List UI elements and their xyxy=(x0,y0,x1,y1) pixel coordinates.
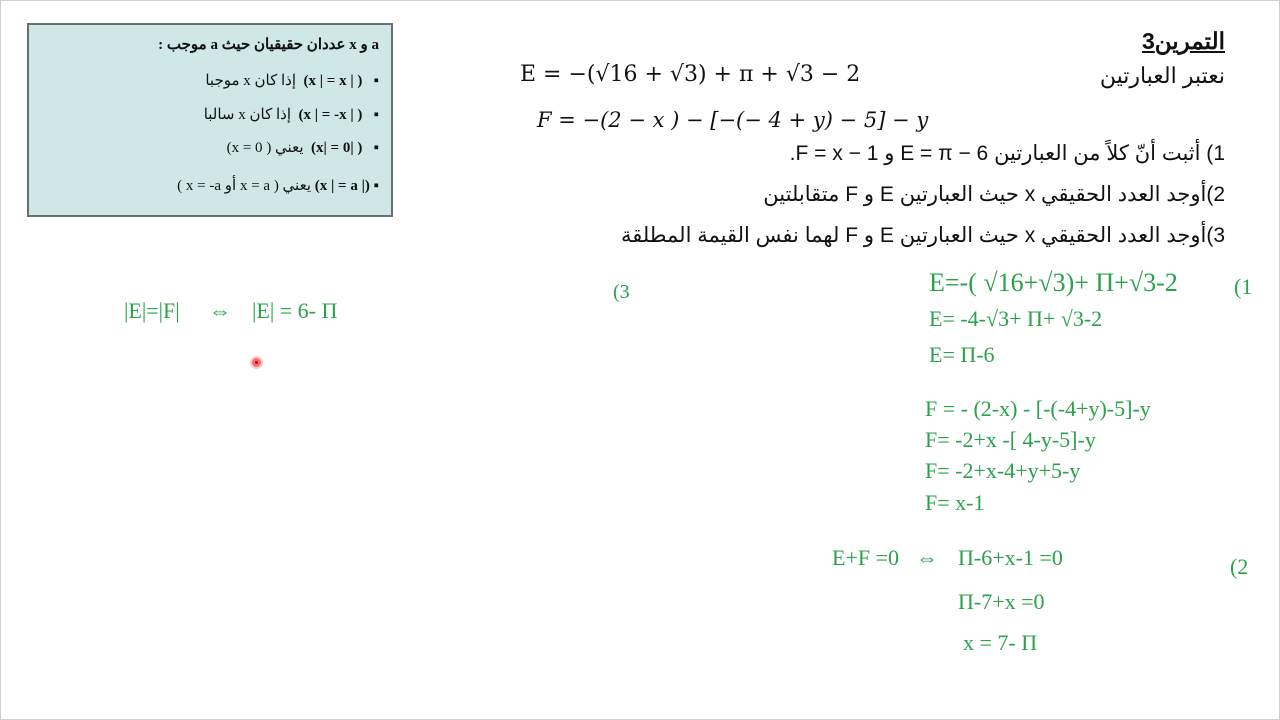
solution-1-line-4: F = - (2-x) - [-(-4+y)-5]-y xyxy=(925,396,1151,421)
question-1: 1) أثبت أنّ كلاً من العبارتين E = π − 6 و F = x − 1. xyxy=(789,142,1225,165)
question-3: 3)أوجد العدد الحقيقي x حيث العبارتين E و F لهما نفس القيمة المطلقة xyxy=(620,224,1225,247)
reminder-line-1: a و x عددان حقيقيان حيث a موجب : xyxy=(158,37,379,53)
solution-1-line-6: F= -2+x-4+y+5-y xyxy=(925,458,1081,483)
reminder-line-4: ▪ ( |x| = 0) يعني ( x = 0) xyxy=(226,140,379,156)
solution-3-line-1: |E| = 6- Π xyxy=(252,298,338,323)
reminder-line-5: ▪ (| x | = a) يعني ( x = a أو x = -a ) xyxy=(177,178,379,194)
reminder-line-3: ▪ ( | x | = -x) إذا كان x سالبا xyxy=(203,107,379,123)
solution-2-line-1: Π-6+x-1 =0 xyxy=(958,545,1063,570)
solution-label-1: (1 xyxy=(1234,274,1253,299)
expression-E: E = −(√16 + √3) + π + √3 − 2 xyxy=(520,62,861,87)
reminder-box xyxy=(27,23,393,217)
laser-pointer-icon xyxy=(252,358,261,367)
expression-F: F = −(2 − x ) − [−(− 4 + y) − 5] − y xyxy=(537,108,929,132)
solution-1-line-3: E= Π-6 xyxy=(929,342,995,367)
equivalence-arrow-icon: ⇔ xyxy=(209,298,231,323)
solution-1-line-1: E=-( √16+√3)+ Π+√3-2 xyxy=(929,268,1178,297)
exercise-title: التمرين3 xyxy=(1141,28,1225,54)
solution-2-line-3: x = 7- Π xyxy=(963,630,1038,655)
equivalence-arrow-icon: ⇔ xyxy=(916,545,938,570)
solution-1-line-5: F= -2+x -[ 4-y-5]-y xyxy=(925,427,1096,452)
exercise-intro: نعتبر العبارتين xyxy=(1099,63,1225,88)
solution-label-2: (2 xyxy=(1230,554,1249,579)
solution-2-line-2: Π-7+x =0 xyxy=(958,589,1045,614)
question-2: 2)أوجد العدد الحقيقي x حيث العبارتين E و F متقابلتين xyxy=(763,183,1225,206)
solution-2-eq: E+F =0 xyxy=(832,545,899,570)
solution-label-3: (3 xyxy=(613,281,630,303)
solution-1-line-2: E= -4-√3+ Π+ √3-2 xyxy=(929,306,1103,331)
solution-1-line-7: F= x-1 xyxy=(925,490,985,515)
reminder-line-2: ▪ ( | x | = x) إذا كان x موجبا xyxy=(205,73,379,89)
solution-3-eq: |E|=|F| xyxy=(124,298,180,323)
